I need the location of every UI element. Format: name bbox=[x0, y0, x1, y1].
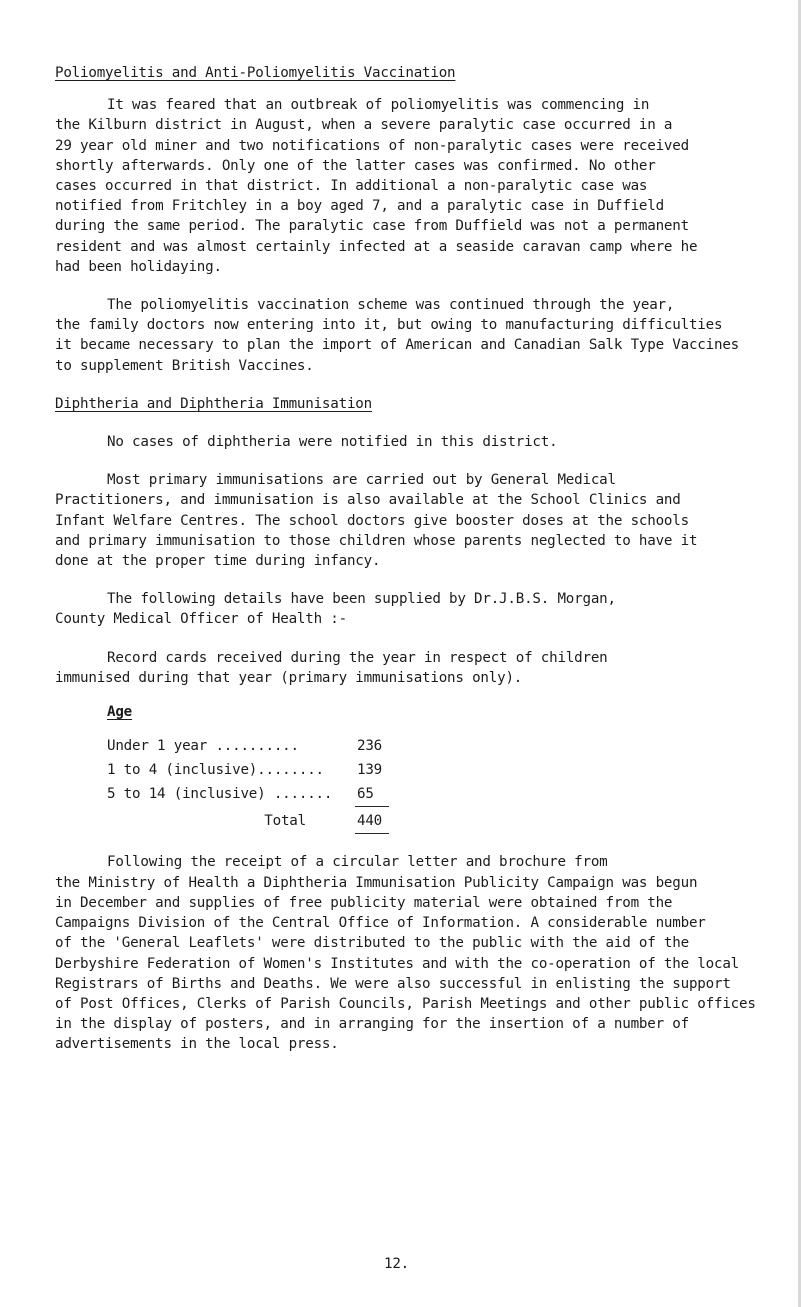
diphtheria-paragraph-2 bbox=[55, 470, 793, 571]
text-line: resident and was almost certainly infected at a seaside caravan camp where he bbox=[55, 238, 698, 255]
text-line: immunised during that year (primary immunisations only). bbox=[55, 669, 523, 686]
text-line: notified from Fritchley in a boy aged 7, and a paralytic case in Duffield bbox=[55, 198, 664, 215]
text-line: during the same period. The paralytic case from Duffield was not a permanent bbox=[55, 218, 689, 235]
text-line: shortly afterwards. Only one of the latter cases was confirmed. No other bbox=[55, 157, 656, 174]
text-line: of Post Offices, Clerks of Parish Councils, Parish Meetings and other public offices bbox=[55, 995, 756, 1012]
document-page bbox=[55, 63, 793, 1055]
text-line: Record cards received during the year in respect of children bbox=[107, 649, 608, 666]
text-line: County Medical Officer of Health :- bbox=[55, 611, 347, 628]
text-line: in December and supplies of free publicity material were obtained from the bbox=[55, 894, 673, 911]
polio-heading: Poliomyelitis and Anti-Poliomyelitis Vaccination bbox=[55, 65, 456, 81]
row-label: 5 to 14 (inclusive) ....... bbox=[107, 786, 333, 803]
text-line: Most primary immunisations are carried out by General Medical bbox=[107, 472, 616, 489]
text-line: Following the receipt of a circular letter and brochure from bbox=[107, 854, 608, 871]
text-line: advertisements in the local press. bbox=[55, 1036, 339, 1053]
table-row bbox=[107, 734, 793, 758]
diphtheria-paragraph-5 bbox=[55, 852, 793, 1054]
diphtheria-paragraph-3 bbox=[55, 589, 793, 629]
page-number: 12. bbox=[384, 1256, 410, 1272]
age-column-header: Age bbox=[107, 704, 133, 721]
row-value: 139 bbox=[357, 762, 383, 779]
text-line: Registrars of Births and Deaths. We were also successful in enlisting the support bbox=[55, 975, 731, 992]
polio-paragraph-2 bbox=[55, 295, 793, 376]
text-line: of the 'General Leaflets' were distributed to the public with the aid of the bbox=[55, 935, 689, 952]
total-label: Total bbox=[264, 813, 306, 830]
text-line: it became necessary to plan the import of American and Canadian Salk Type Vaccines bbox=[55, 337, 740, 354]
table-row bbox=[107, 758, 793, 782]
text-line: 29 year old miner and two notifications of non-paralytic cases were received bbox=[55, 137, 689, 154]
text-line: It was feared that an outbreak of poliomyelitis was commencing in bbox=[107, 97, 650, 114]
text-line: The following details have been supplied by Dr.J.B.S. Morgan, bbox=[107, 591, 616, 608]
text-line: had been holidaying. bbox=[55, 258, 222, 275]
text-line: Derbyshire Federation of Women's Institutes and with the co-operation of the local bbox=[55, 955, 740, 972]
diphtheria-paragraph-1 bbox=[55, 432, 793, 452]
total-row bbox=[107, 811, 793, 831]
row-value: 65 bbox=[357, 786, 374, 803]
polio-paragraph-1 bbox=[55, 95, 793, 277]
text-line: cases occurred in that district. In additional a non-paralytic case was bbox=[55, 178, 648, 195]
text-line: the family doctors now entering into it, but owing to manufacturing difficulties bbox=[55, 317, 723, 334]
text-line: The poliomyelitis vaccination scheme was continued through the year, bbox=[107, 297, 675, 314]
row-label: 1 to 4 (inclusive)........ bbox=[107, 762, 324, 779]
row-value: 236 bbox=[357, 738, 383, 755]
text-line: Practitioners, and immunisation is also available at the School Clinics and bbox=[55, 492, 681, 509]
diphtheria-heading: Diphtheria and Diphtheria Immunisation bbox=[55, 395, 372, 412]
total-value: 440 bbox=[357, 813, 383, 830]
row-label: Under 1 year .......... bbox=[107, 738, 299, 755]
text-line: Infant Welfare Centres. The school doctors give booster doses at the schools bbox=[55, 512, 689, 529]
diphtheria-paragraph-4 bbox=[55, 648, 793, 688]
text-line: the Kilburn district in August, when a severe paralytic case occurred in a bbox=[55, 117, 673, 134]
text-line: in the display of posters, and in arranging for the insertion of a number of bbox=[55, 1016, 689, 1033]
text-line: No cases of diphtheria were notified in this district. bbox=[107, 434, 558, 451]
table-row bbox=[107, 782, 793, 806]
text-line: to supplement British Vaccines. bbox=[55, 357, 314, 374]
total-rule-top bbox=[355, 806, 389, 807]
immunisation-table bbox=[107, 702, 793, 834]
text-line: the Ministry of Health a Diphtheria Immunisation Publicity Campaign was begun bbox=[55, 874, 698, 891]
text-line: done at the proper time during infancy. bbox=[55, 553, 381, 570]
text-line: and primary immunisation to those children whose parents neglected to have it bbox=[55, 532, 698, 549]
text-line: Campaigns Division of the Central Office of Information. A considerable number bbox=[55, 915, 706, 932]
